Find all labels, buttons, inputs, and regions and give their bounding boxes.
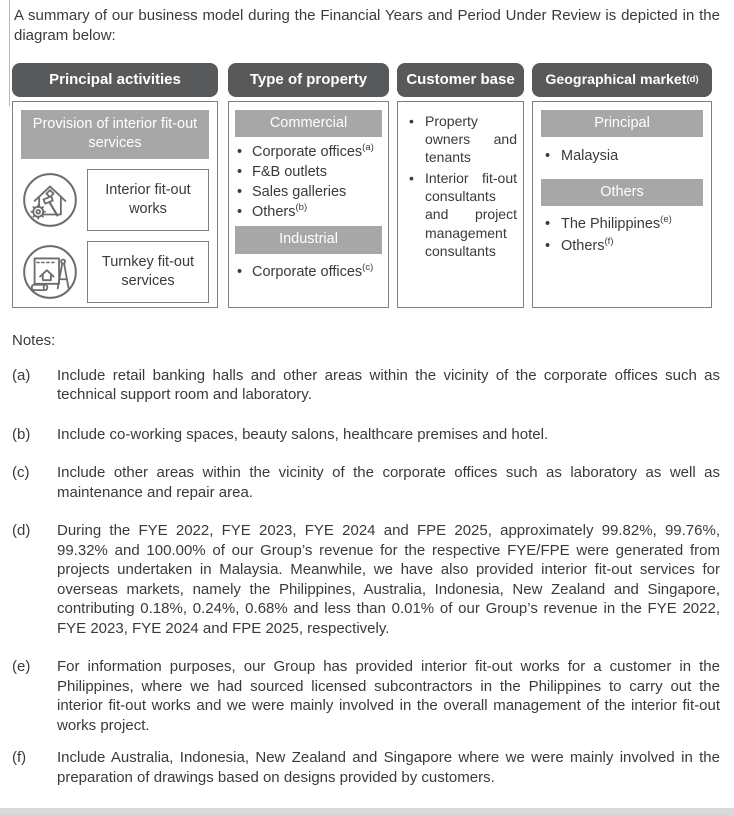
note-c xyxy=(12,463,720,502)
notes-heading: Notes: xyxy=(12,331,56,349)
note-label: (f) xyxy=(12,749,27,766)
list-item: • Property owners and tenants xyxy=(404,112,517,167)
type-of-property-body xyxy=(228,101,389,308)
list-item: • Malaysia xyxy=(539,147,705,166)
note-f xyxy=(12,748,720,787)
footnote-ref-a: (a) xyxy=(362,142,374,154)
banner-commercial: Commercial xyxy=(235,110,382,138)
service-box-interior-fit-out-works: Interior fit-out works xyxy=(87,169,209,231)
blueprint-compass-icon xyxy=(21,243,79,301)
service-row-turnkey xyxy=(21,241,209,303)
service-box-turnkey-services: Turnkey fit-out services xyxy=(87,241,209,303)
note-text: For information purposes, our Group has provided interior fit-out works for a customer in the Philippines, where we had sourced licensed subcontractors in the Philippines to carry out the interior fit-out works and we were mainly involved in the overall management of the interior fit-out works project. xyxy=(57,658,720,734)
house-tools-icon xyxy=(21,171,79,229)
banner-provision-of-services: Provision of interior fit-out services xyxy=(21,110,209,159)
other-markets-list xyxy=(539,215,705,256)
note-text: Include retail banking halls and other areas within the vicinity of the corporate offices such as technical support room and laboratory. xyxy=(57,366,720,403)
table-border-line xyxy=(9,0,10,106)
column-header-type-of-property xyxy=(228,63,389,97)
column-geographical-market xyxy=(532,63,712,308)
footnote-ref-f: (f) xyxy=(604,236,614,248)
footnote-ref-e: (e) xyxy=(660,214,672,226)
column-header-principal-activities xyxy=(12,63,218,97)
note-a xyxy=(12,366,720,405)
service-row-interior-fit-out xyxy=(21,169,209,231)
principal-market-list xyxy=(539,147,705,166)
note-b xyxy=(12,425,720,445)
note-label: (b) xyxy=(12,425,31,443)
column-principal-activities xyxy=(12,63,218,308)
column-header-customer-base xyxy=(397,63,524,97)
banner-industrial: Industrial xyxy=(235,226,382,254)
intro-paragraph: A summary of our business model during the Financial Years and Period Under Review is depicted in the diagram below: xyxy=(14,7,720,45)
column-type-of-property xyxy=(228,63,389,308)
note-text: Include other areas within the vicinity of the corporate offices such as laboratory as well as maintenance and repair area. xyxy=(57,464,720,501)
list-item: • The Philippines$^{(e)}$ xyxy=(539,215,705,234)
column-header-label: Customer base xyxy=(406,71,515,88)
industrial-list xyxy=(235,263,382,282)
note-label: (d) xyxy=(12,522,31,539)
list-item: • Corporate offices$^{(c)}$ xyxy=(235,263,382,282)
customer-base-list xyxy=(404,112,517,261)
column-header-label: Principal activities xyxy=(49,71,181,88)
note-label: (a) xyxy=(12,366,31,384)
footnote-ref-c: (c) xyxy=(362,262,374,274)
note-label: (c) xyxy=(12,464,30,481)
footnote-ref-b: (b) xyxy=(295,201,308,213)
customer-base-body xyxy=(397,101,524,308)
list-item: • Corporate offices$^{(a)}$ xyxy=(235,143,382,162)
list-item: • Others$^{(f)}$ xyxy=(539,237,705,256)
principal-activities-body xyxy=(12,101,218,308)
column-header-geographical-market: Geographical market (d) xyxy=(532,63,712,97)
note-d xyxy=(12,521,720,638)
commercial-list xyxy=(235,143,382,221)
banner-others: Others xyxy=(541,179,703,207)
note-text: Include co-working spaces, beauty salons, healthcare premises and hotel. xyxy=(57,425,549,443)
note-label: (e) xyxy=(12,658,31,675)
geographical-market-body xyxy=(532,101,712,308)
column-header-label: Type of property xyxy=(249,71,368,88)
note-text: Include Australia, Indonesia, New Zealand and Singapore where we were mainly involved in the preparation of drawings based on designs provided by customers. xyxy=(57,749,720,786)
note-text: During the FYE 2022, FYE 2023, FYE 2024 and FPE 2025, approximately 99.82%, 99.76%, 99.32% and 100.00% of our Group’s revenue for the respective FYE/FPE were generated from projects undertaken in Malaysia. Meanwhile, we have also provided interior fit-out services for overseas markets, namely the Philippines, Australia, Indonesia, New Zealand and Singapore, contributing 0.18%, 0.24%, 0.68% and less than 0.01% of our Group’s revenue in the FYE 2022, FYE 2023, FYE 2024 and FPE 2025, respectively. xyxy=(57,522,720,637)
list-item: • Interior fit-out consultants and project management consultants xyxy=(404,169,517,260)
banner-principal: Principal xyxy=(541,110,703,138)
list-item: • Sales galleries xyxy=(235,183,382,202)
note-e xyxy=(12,657,720,735)
business-model-diagram xyxy=(12,63,734,308)
list-item: • Others$^{(b)}$ xyxy=(235,203,382,222)
list-item: • F&B outlets xyxy=(235,163,382,182)
column-customer-base xyxy=(397,63,524,308)
column-header-label: Geographical market xyxy=(545,71,687,88)
page-edge-strip xyxy=(0,808,734,815)
